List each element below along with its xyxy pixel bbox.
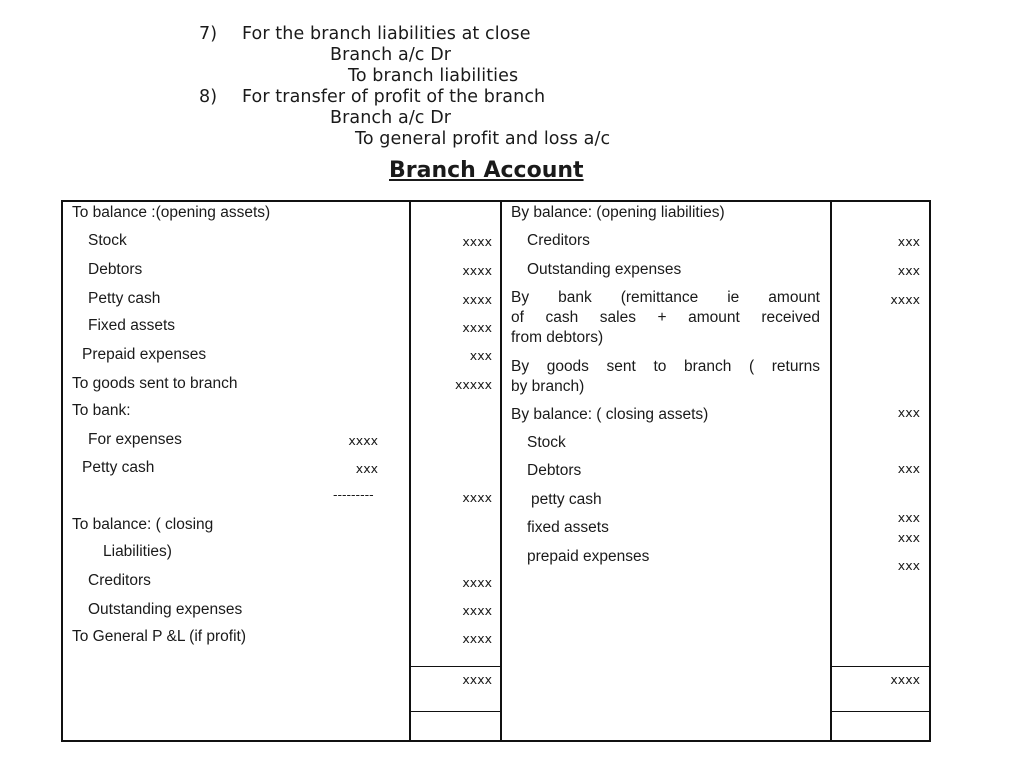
credit-outstanding-amount: xxx <box>897 263 920 278</box>
credit-bank-line-1: By bank (remittance ie amount <box>511 289 820 306</box>
entry-8-number: 8) <box>199 87 218 107</box>
table-bottom-border <box>61 740 931 742</box>
debit-petty-cash-label: Petty cash <box>88 290 161 307</box>
debit-goods-sent-label: To goods sent to branch <box>72 375 238 392</box>
table-left-border <box>61 200 63 742</box>
entry-8-credit: To general profit and loss a/c <box>355 129 611 149</box>
credit-prepaid-label: prepaid expenses <box>527 548 650 565</box>
credit-amount-divider <box>830 200 832 742</box>
credit-total-top-rule <box>830 666 931 667</box>
debit-closing-heading-cont: Liabilities) <box>103 543 172 560</box>
table-right-border <box>929 200 931 742</box>
credit-prepaid-amount: xxx <box>897 558 920 573</box>
debit-amount-divider <box>409 200 411 742</box>
center-divider <box>500 200 502 742</box>
debit-creditors-label: Creditors <box>88 572 151 589</box>
credit-total-bottom-rule <box>830 711 931 712</box>
credit-goods-line-1: By goods sent to branch ( returns <box>511 358 820 375</box>
debit-for-expenses-label: For expenses <box>88 431 182 448</box>
debit-outstanding-label: Outstanding expenses <box>88 601 243 618</box>
debit-total-bottom-rule <box>409 711 502 712</box>
debit-debtors-label: Debtors <box>88 261 143 278</box>
entry-7-title: For the branch liabilities at close <box>242 24 531 44</box>
debit-fixed-assets-amount: xxxx <box>462 320 492 335</box>
credit-creditors-amount: xxx <box>897 234 920 249</box>
debit-stock-label: Stock <box>88 232 127 249</box>
debit-goods-sent-amount: xxxxx <box>455 377 492 392</box>
entry-7-credit: To branch liabilities <box>348 66 519 86</box>
credit-fixed-assets-amount: xxx <box>897 530 920 545</box>
credit-closing-amount: xxx <box>897 405 920 420</box>
entry-7-debit: Branch a/c Dr <box>330 45 452 65</box>
account-title: Branch Account <box>389 158 584 183</box>
credit-stock-label: Stock <box>527 434 566 451</box>
credit-bank-amount: xxxx <box>890 292 920 307</box>
credit-debtors-label: Debtors <box>527 462 582 479</box>
debit-opening-heading: To balance :(opening assets) <box>72 204 271 221</box>
debit-debtors-amount: xxxx <box>462 263 492 278</box>
debit-for-expenses-amount: xxxx <box>348 433 378 448</box>
debit-prepaid-label: Prepaid expenses <box>82 346 207 363</box>
debit-petty-cash-amount: xxxx <box>462 292 492 307</box>
entry-8-debit: Branch a/c Dr <box>330 108 452 128</box>
credit-petty-cash-label: petty cash <box>531 491 602 508</box>
credit-closing-heading: By balance: ( closing assets) <box>511 406 709 423</box>
debit-creditors-amount: xxxx <box>462 575 492 590</box>
debit-subtotal-dashes: --------- <box>333 487 374 502</box>
debit-bank-total-amount: xxxx <box>462 490 492 505</box>
credit-goods-line-2: by branch) <box>511 378 585 395</box>
debit-prepaid-amount: xxx <box>469 348 492 363</box>
debit-outstanding-amount: xxxx <box>462 603 492 618</box>
credit-fixed-assets-label: fixed assets <box>527 519 609 536</box>
credit-petty-cash-amount: xxx <box>897 510 920 525</box>
debit-bank-petty-cash-label: Petty cash <box>82 459 155 476</box>
debit-total-top-rule <box>409 666 502 667</box>
credit-debtors-amount: xxx <box>897 461 920 476</box>
credit-outstanding-label: Outstanding expenses <box>527 261 682 278</box>
credit-opening-heading: By balance: (opening liabilities) <box>511 204 725 221</box>
debit-general-pl-label: To General P &L (if profit) <box>72 628 247 645</box>
debit-bank-petty-cash-amount: xxx <box>355 461 378 476</box>
credit-bank-line-3: from debtors) <box>511 329 604 346</box>
debit-stock-amount: xxxx <box>462 234 492 249</box>
entry-7-number: 7) <box>199 24 218 44</box>
debit-to-bank-label: To bank: <box>72 402 131 419</box>
credit-total-amount: xxxx <box>890 672 920 687</box>
debit-general-pl-amount: xxxx <box>462 631 492 646</box>
debit-closing-heading: To balance: ( closing <box>72 516 214 533</box>
debit-fixed-assets-label: Fixed assets <box>88 317 176 334</box>
credit-bank-line-2: of cash sales + amount received <box>511 309 820 326</box>
debit-total-amount: xxxx <box>462 672 492 687</box>
table-top-border <box>61 200 931 202</box>
entry-8-title: For transfer of profit of the branch <box>242 87 546 107</box>
credit-creditors-label: Creditors <box>527 232 590 249</box>
